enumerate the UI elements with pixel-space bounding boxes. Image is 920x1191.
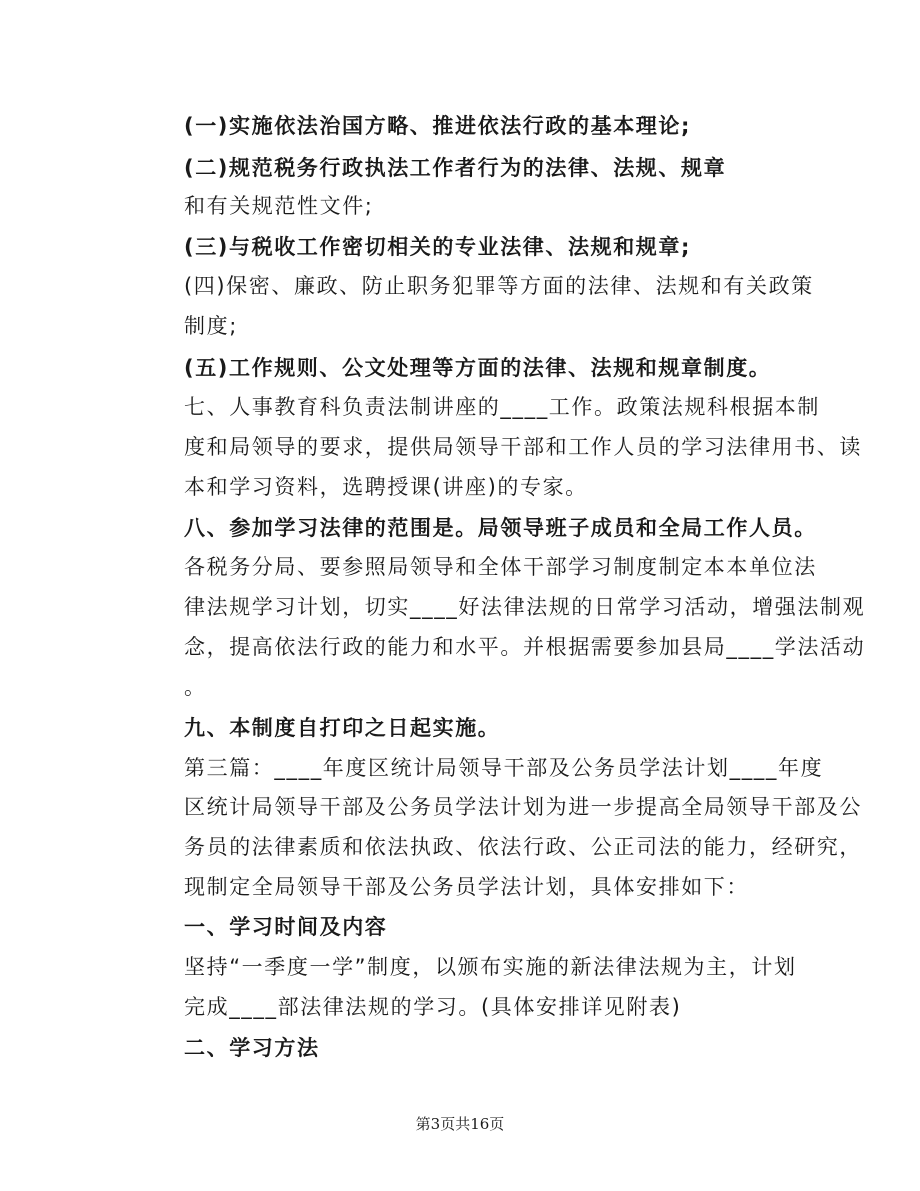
text-line: 坚持“一季度一学”制度，以颁布实施的新法律法规为主，计划 — [184, 955, 797, 979]
text-line: (二)规范税务行政执法工作者行为的法律、法规、规章 — [184, 156, 727, 180]
text-line: 制度; — [184, 314, 238, 338]
page-number: 第3页共16页 — [415, 1115, 505, 1133]
text-line: 第三篇：____年度区统计局领导干部及公务员学法计划____年度 — [184, 756, 824, 780]
text-line: 九、本制度自打印之日起实施。 — [184, 716, 501, 740]
text-line: 八、参加学习法律的范围是。局领导班子成员和全局工作人员。 — [184, 516, 817, 540]
text-line: 。 — [184, 675, 207, 699]
text-line: 律法规学习计划，切实____好法律法规的日常学习活动，增强法制观 — [184, 595, 866, 619]
text-line: 一、学习时间及内容 — [184, 915, 388, 939]
text-line: (四)保密、廉政、防止职务犯罪等方面的法律、法规和有关政策 — [184, 274, 814, 298]
text-line: 七、人事教育科负责法制讲座的____工作。政策法规科根据本制 — [184, 395, 820, 419]
text-line: 二、学习方法 — [184, 1036, 320, 1060]
text-line: 完成____部法律法规的学习。(具体安排详见附表) — [184, 995, 682, 1019]
text-line: 本和学习资料，选聘授课(讲座)的专家。 — [184, 475, 588, 499]
text-line: 度和局领导的要求，提供局领导干部和工作人员的学习法律用书、读 — [184, 435, 862, 459]
text-line: 各税务分局、要参照局领导和全体干部学习制度制定本本单位法 — [184, 555, 817, 579]
text-line: (一)实施依法治国方略、推进依法行政的基本理论; — [184, 114, 691, 138]
text-line: 现制定全局领导干部及公务员学法计划，具体安排如下： — [184, 875, 749, 899]
text-line: 和有关规范性文件; — [184, 194, 374, 218]
text-line: 区统计局领导干部及公务员学法计划为进一步提高全局领导干部及公 — [184, 795, 862, 819]
text-line: 念，提高依法行政的能力和水平。并根据需要参加县局____学法活动 — [184, 635, 866, 659]
text-line: (五)工作规则、公文处理等方面的法律、法规和规章制度。 — [184, 356, 772, 380]
text-line: (三)与税收工作密切相关的专业法律、法规和规章; — [184, 235, 691, 259]
text-line: 务员的法律素质和依法执政、依法行政、公正司法的能力，经研究， — [184, 835, 862, 859]
